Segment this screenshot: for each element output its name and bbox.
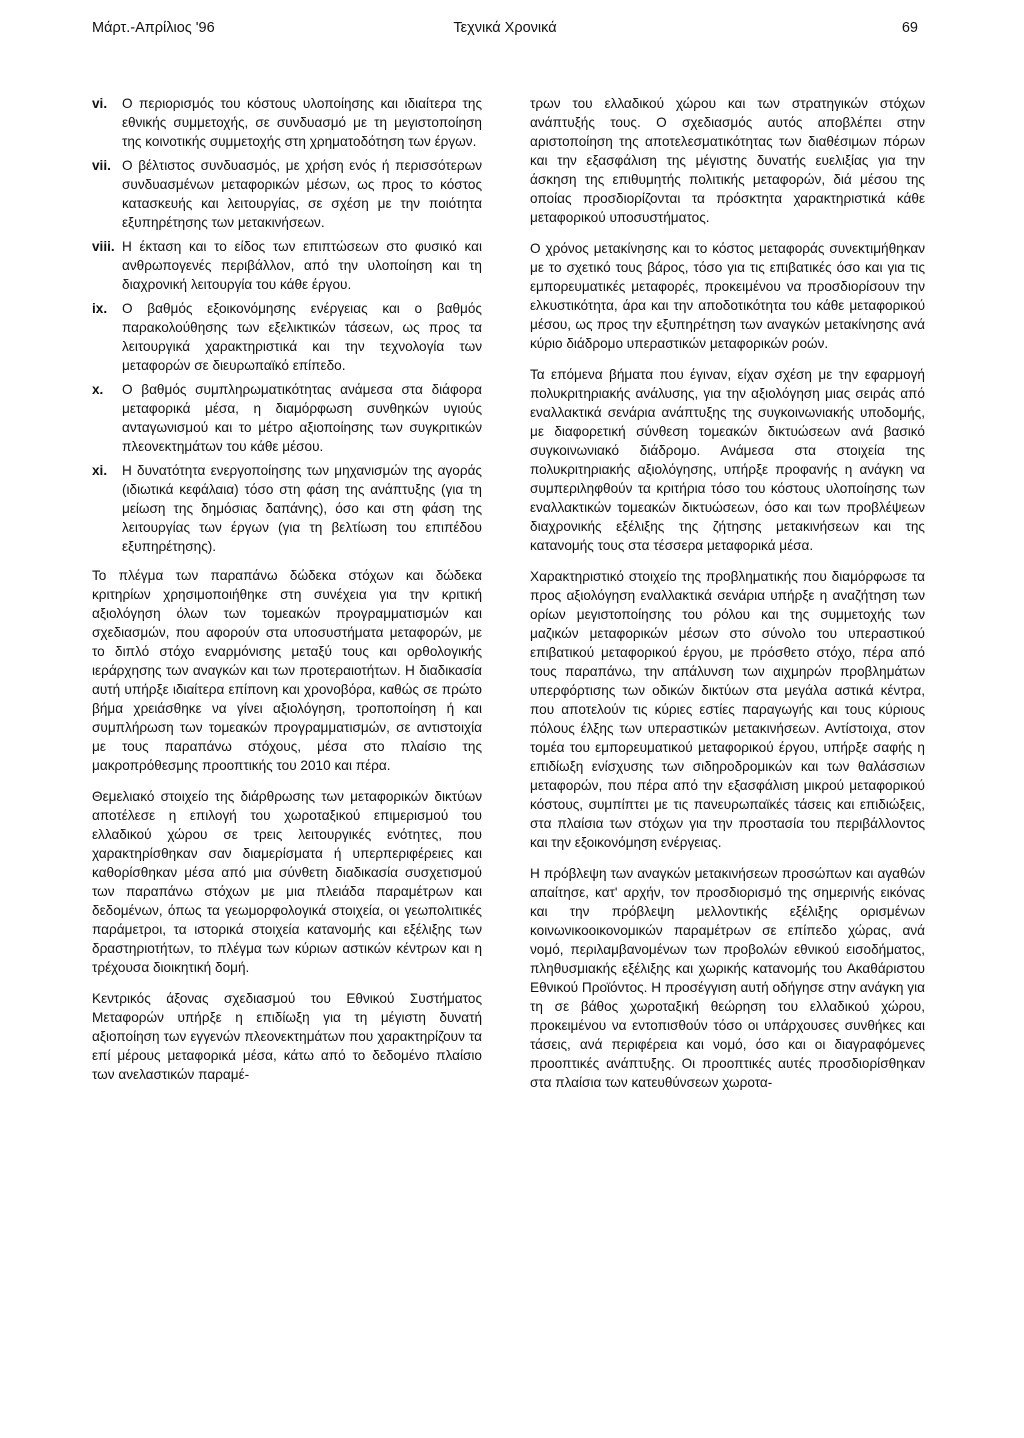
item-number: vi. [92, 96, 108, 111]
journal-title: Τεχνικά Χρονικά [453, 20, 557, 36]
body-paragraph: Χαρακτηριστικό στοιχείο της προβληματικής που διαμόρφωσε τα προς αξιολόγηση εναλλακτικά σενάρια υπήρξε η αναζήτηση των ορίων μεγιστοποίησης του ρόλου και της συμμετοχής των μαζικών μεταφορικών μέσων στο σύνολο του υπεραστικού επιβατικού μεταφορικού έργου, με πρόσθετο στόχο, πέρα από τους παραπάνω, την απάλυνση των αιχμηρών προβλημάτων υπερφόρτισης των οδικών δικτύων στα μεγάλα αστικά κέντρα, που αποτελούν τις κύριες εστίες παραγωγής και τους κύριους πόλους έλξης των υπεραστικών μετακινήσεων. Αντίστοιχα, στον τομέα του εμπορευματικού μεταφορικού έργου, υπήρξε σαφής η επιδίωξη ενίσχυσης των σιδηροδρομικών και των θαλάσσιων μεταφορών, που πέρα από την εξασφάλιση μικρού μεταφορικού κόστους, συμπίπτει με τις πανευρωπαϊκές τάσεις και επιδιώξεις, στα πλαίσια των στόχων για την προστασία του περιβάλλοντος και την εξοικονόμηση ενέργειας. [530, 569, 925, 850]
criterion-item [92, 237, 482, 294]
body-paragraph: Θεμελιακό στοιχείο της διάρθρωσης των μεταφορικών δικτύων αποτέλεσε η επιλογή του χωροταξικού επιμερισμού του ελλαδικού χώρου σε τρεις λειτουργικές ενότητες, που χαρακτηρίσθηκαν σαν διαμερίσματα ή υπερπεριφέρειες και καθορίσθηκαν μέσα από μια σύνθετη διαδικασία συσχετισμού των παραπάνω στόχων με μια πλειάδα παραμέτρων και δεδομένων, όπως τα γεωμορφολογικά στοιχεία, οι γεωπολιτικές παράμετροι, τα ιστορικά στοιχεία κατανομής και εξέλιξης των δραστηριοτήτων, το πλέγμα των κύριων αστικών κέντρων και η τρέχουσα διοικητική δομή. [92, 789, 482, 975]
item-number: viii. [92, 239, 115, 254]
body-paragraph: Ο χρόνος μετακίνησης και το κόστος μεταφοράς συνεκτιμήθηκαν με το σχετικό τους βάρος, τόσο για τις επιβατικές όσο και για τις εμπορευματικές μεταφορές, προκειμένου να προσδιορίσουν την ελκυστικότητα, άρα και την αποδοτικότητα του κάθε μεταφορικού μέσου, ως προς την εξυπηρέτηση των αναγκών μετακίνησης ανά κύριο διάδρομο υπεραστικών μεταφορικών ροών. [530, 241, 925, 351]
criterion-item [92, 94, 482, 151]
issue-date: Μάρτ.-Απρίλιος '96 [92, 20, 215, 36]
body-paragraph: Τα επόμενα βήματα που έγιναν, είχαν σχέση με την εφαρμογή πολυκριτηριακής ανάλυσης, για την αξιολόγηση μιας σειράς από εναλλακτικά σενάρια ανάπτυξης της συγκοινωνιακής υποδομής, με διαφορετική σύνθεση τομεακών δικτυώσεων ανά βασικό συγκοινωνιακό διάδρομο. Ανάμεσα στα στοιχεία της πολυκριτηριακής αξιολόγησης, υπήρξε προφανής η ανάγκη να συμπεριληφθούν τα κριτήρια τόσο του κόστους υλοποίησης των εναλλακτικών τομεακών δικτυώσεων, όσο και των προβλέψεων διαχρονικής εξέλιξης της ζήτησης μετακινήσεων και της κατανομής τους στα τέσσερα μεταφορικά μέσα. [530, 367, 925, 553]
item-number: x. [92, 382, 104, 397]
item-text: Ο περιορισμός του κόστους υλοποίησης και ιδιαίτερα της εθνικής συμμετοχής, σε συνδυασμό με τη μεγιστοποίηση της κοινοτικής συμμετοχής στη χρηματοδότηση των έργων. [122, 96, 482, 149]
item-text: Ο βέλτιστος συνδυασμός, με χρήση ενός ή περισσότερων συνδυασμένων μεταφορικών μέσων, ως προς το κόστος κατασκευής και λειτουργίας, σε σχέση με την ποιότητα εξυπηρέτησης των μετακινήσεων. [122, 158, 482, 230]
item-text: Ο βαθμός συμπληρωματικότητας ανάμεσα στα διάφορα μεταφορικά μέσα, η διαμόρφωση συνθηκών υγιούς ανταγωνισμού και το μέτρο αξιοποίησης των συγκριτικών πλεονεκτημάτων του κάθε μέσου. [122, 382, 482, 454]
running-header [92, 20, 918, 44]
criterion-item [92, 299, 482, 375]
body-paragraph: τρων του ελλαδικού χώρου και των στρατηγικών στόχων ανάπτυξής τους. Ο σχεδιασμός αυτός αποβλέπει στην αριστοποίηση της αποτελεσματικότητας των διαθέσιμων πόρων και την εξασφάλιση της μέγιστης δυνατής ευελιξίας για την άσκηση της επιθυμητής πολιτικής μεταφορών, διά μέσου της οποίας προσδιορίζονται τα πρόσκτητα χαρακτηριστικά κάθε μεταφορικού υποσυστήματος. [530, 96, 925, 225]
criterion-item [92, 156, 482, 232]
body-paragraph: Το πλέγμα των παραπάνω δώδεκα στόχων και δώδεκα κριτηρίων χρησιμοποιήθηκε στη συνέχεια για την κριτική αξιολόγηση όλων των τομεακών προγραμματισμών και σχεδιασμών, που αφορούν στα υποσυστήματα μεταφορών, με το διπλό στόχο εναρμόνισης μεταξύ τους και ορθολογικής ιεράρχησης των αναγκών και των προτεραιοτήτων. Η διαδικασία αυτή υπήρξε ιδιαίτερα επίπονη και χρονοβόρα, καθώς σε πρώτο βήμα χρειάσθηκε να γίνει αξιολόγηση, τροποποίηση ή και συμπλήρωση των τομεακών προγραμματισμών, σε αντιστοιχία με τους παραπάνω στόχους, μέσα στο πλαίσιο της μακροπρόθεσμης προοπτικής του 2010 και πέρα. [92, 568, 482, 773]
item-text: Η έκταση και το είδος των επιπτώσεων στο φυσικό και ανθρωπογενές περιβάλλον, από την υλοποίηση και τη διαχρονική λειτουργία του κάθε έργου. [122, 239, 482, 292]
page-number: 69 [901, 20, 918, 36]
body-paragraph: Κεντρικός άξονας σχεδιασμού του Εθνικού Συστήματος Μεταφορών υπήρξε η επιδίωξη για τη μέγιστη δυνατή αξιοποίηση των εγγενών πλεονεκτημάτων που χαρακτηρίζουν τα επί μέρους μεταφορικά μέσα, κάτω από το δεδομένο πλαίσιο των ανελαστικών παραμέ- [92, 991, 482, 1082]
right-column [530, 94, 925, 1104]
criterion-item [92, 461, 482, 556]
criterion-item [92, 380, 482, 456]
item-number: ix. [92, 301, 108, 316]
item-number: vii. [92, 158, 111, 173]
left-column [92, 94, 482, 1096]
item-number: xi. [92, 463, 108, 478]
item-text: Ο βαθμός εξοικονόμησης ενέργειας και ο βαθμός παρακολούθησης των εξελικτικών τάσεων, ως προς τα λειτουργικά χαρακτηριστικά και την τεχνολογία των μεταφορών σε διευρωπαϊκό επίπεδο. [122, 301, 482, 373]
body-paragraph: Η πρόβλεψη των αναγκών μετακινήσεων προσώπων και αγαθών απαίτησε, κατ' αρχήν, τον προσδιορισμό της σημερινής εικόνας και την πρόβλεψη μελλοντικής εξέλιξης ορισμένων κοινωνικοοικονομικών παραμέτρων σε επίπεδο χώρας, ανά νομό, περιλαμβανομένων των προβολών εθνικού εισοδήματος, πληθυσμιακής εξέλιξης και χωρικής κατανομής του Ακαθάριστου Εθνικού Προϊόντος. Η προσέγγιση αυτή οδήγησε στην ανάγκη για τη σε βάθος χωροταξική θεώρηση του ελλαδικού χώρου, προκειμένου να εντοπισθούν τόσο οι υπάρχουσες συνθήκες και τάσεις, ανά περιφέρεια και νομό, όσο και οι διαγραφόμενες προοπτικές ανάπτυξης. Οι προοπτικές αυτές προσδιορίσθηκαν στα πλαίσια των κατευθύνσεων χωροτα- [530, 866, 925, 1090]
item-text: Η δυνατότητα ενεργοποίησης των μηχανισμών της αγοράς (ιδιωτικά κεφάλαια) τόσο στη φάση της ανάπτυξης (για τη μείωση της δημόσιας δαπάνης), όσο και στη φάση της λειτουργίας των έργων (για τη βελτίωση του επιπέδου εξυπηρέτησης). [122, 463, 482, 554]
